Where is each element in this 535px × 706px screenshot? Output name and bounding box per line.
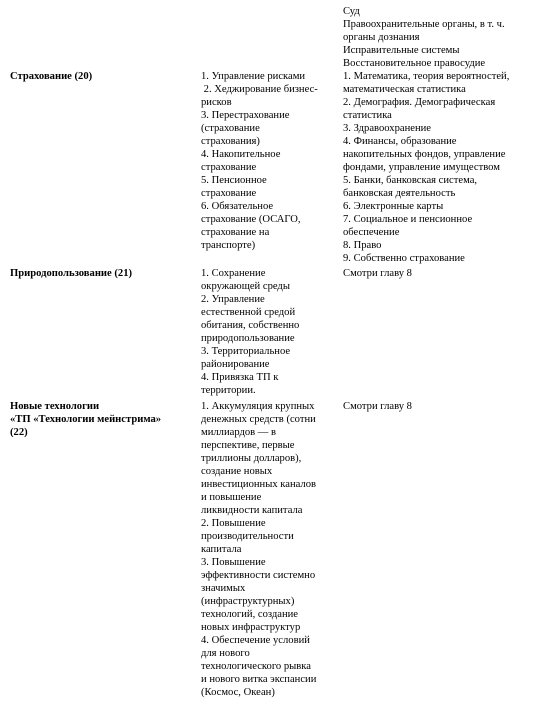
text-line: перспективе, первые [201,440,295,451]
text-line: Исправительные системы [343,45,460,56]
text-line: обеспечение [343,227,400,238]
row-title-line: Новые технологии [10,401,100,412]
text-line: рисков [201,97,232,108]
text-line: 5. Банки, банковская система, [343,175,478,186]
row-title-insurance [10,70,188,83]
new-technologies-related-cell [343,400,531,413]
text-line: технологий, создание [201,609,299,620]
text-line: фондами, управление имуществом [343,162,500,173]
text-line: капитала [201,544,242,555]
text-line: 5. Пенсионное [201,175,267,186]
text-line: 4. Накопительное [201,149,281,160]
text-line: Смотри главу 8 [343,401,412,412]
new-technologies-tasks-cell [201,400,335,699]
text-line: создание новых [201,466,273,477]
text-line: обитания, собственно [201,320,300,331]
text-line: окружающей среды [201,281,290,292]
text-line: 3. Территориальное [201,346,291,357]
text-line: транспорте) [201,240,256,251]
text-line: Смотри главу 8 [343,268,412,279]
text-line: страхование [201,162,257,173]
row-title-line: «ТП «Технологии мейнстрима» [10,414,162,425]
text-line: 2. Хеджирование бизнес- [201,84,318,95]
text-line: 8. Право [343,240,382,251]
text-line: территории. [201,385,256,396]
text-line: 2. Управление [201,294,265,305]
text-line: страхование на [201,227,270,238]
text-line: 2. Повышение [201,518,266,529]
text-line: денежных средств (сотни [201,414,316,425]
text-line: триллионы долларов), [201,453,302,464]
text-line: 2. Демография. Демографическая [343,97,496,108]
text-line: (инфраструктурных) [201,596,295,607]
nature-use-tasks-cell [201,267,335,397]
text-line: 4. Финансы, образование [343,136,457,147]
text-line: производительности [201,531,294,542]
text-line: для нового [201,648,250,659]
text-line: (Космос, Океан) [201,687,275,698]
row-title-line: (22) [10,427,28,438]
text-line: эффективности системно [201,570,316,581]
row-title-line: Природопользование (21) [10,268,133,279]
text-line: районирование [201,359,270,370]
insurance-related-cell [343,70,531,265]
text-line: природопользование [201,333,295,344]
text-line: 3. Здравоохранение [343,123,431,134]
text-line: страхование [201,188,257,199]
row-title-new-technologies [10,400,188,439]
row-title-nature-use [10,267,188,280]
row-title-line: Страхование (20) [10,71,93,82]
text-line: (страхование [201,123,260,134]
text-line: значимых [201,583,246,594]
text-line: 4. Привязка ТП к [201,372,279,383]
text-line: и нового витка экспансии [201,674,317,685]
text-line: страхование (ОСАГО, [201,214,301,225]
text-line: математическая статистика [343,84,466,95]
text-line: страхования) [201,136,260,147]
text-line: Правоохранительные органы, в т. ч. [343,19,505,30]
text-line: 1. Математика, теория вероятностей, [343,71,510,82]
text-line: ликвидности капитала [201,505,303,516]
text-line: 3. Повышение [201,557,266,568]
text-line: 4. Обеспечение условий [201,635,310,646]
text-line: Суд [343,6,360,17]
text-line: 7. Социальное и пенсионное [343,214,473,225]
text-line: накопительных фондов, управление [343,149,506,160]
top-continuation-cell [343,5,531,70]
text-line: 3. Перестрахование [201,110,290,121]
text-line: 1. Управление рисками [201,71,306,82]
text-line: 6. Электронные карты [343,201,444,212]
nature-use-related-cell [343,267,531,280]
text-line: органы дознания [343,32,420,43]
text-line: статистика [343,110,392,121]
text-line: 6. Обязательное [201,201,274,212]
text-line: банковская деятельность [343,188,456,199]
insurance-tasks-cell [201,70,335,252]
text-line: естественной средой [201,307,296,318]
text-line: 9. Собственно страхование [343,253,465,264]
text-line: 1. Сохранение [201,268,266,279]
text-line: инвестиционных каналов [201,479,317,490]
text-line: 1. Аккумуляция крупных [201,401,315,412]
text-line: и повышение [201,492,262,503]
text-line: Восстановительное правосудие [343,58,486,69]
text-line: миллиардов — в [201,427,277,438]
text-line: технологического рывка [201,661,311,672]
text-line: новых инфраструктур [201,622,301,633]
